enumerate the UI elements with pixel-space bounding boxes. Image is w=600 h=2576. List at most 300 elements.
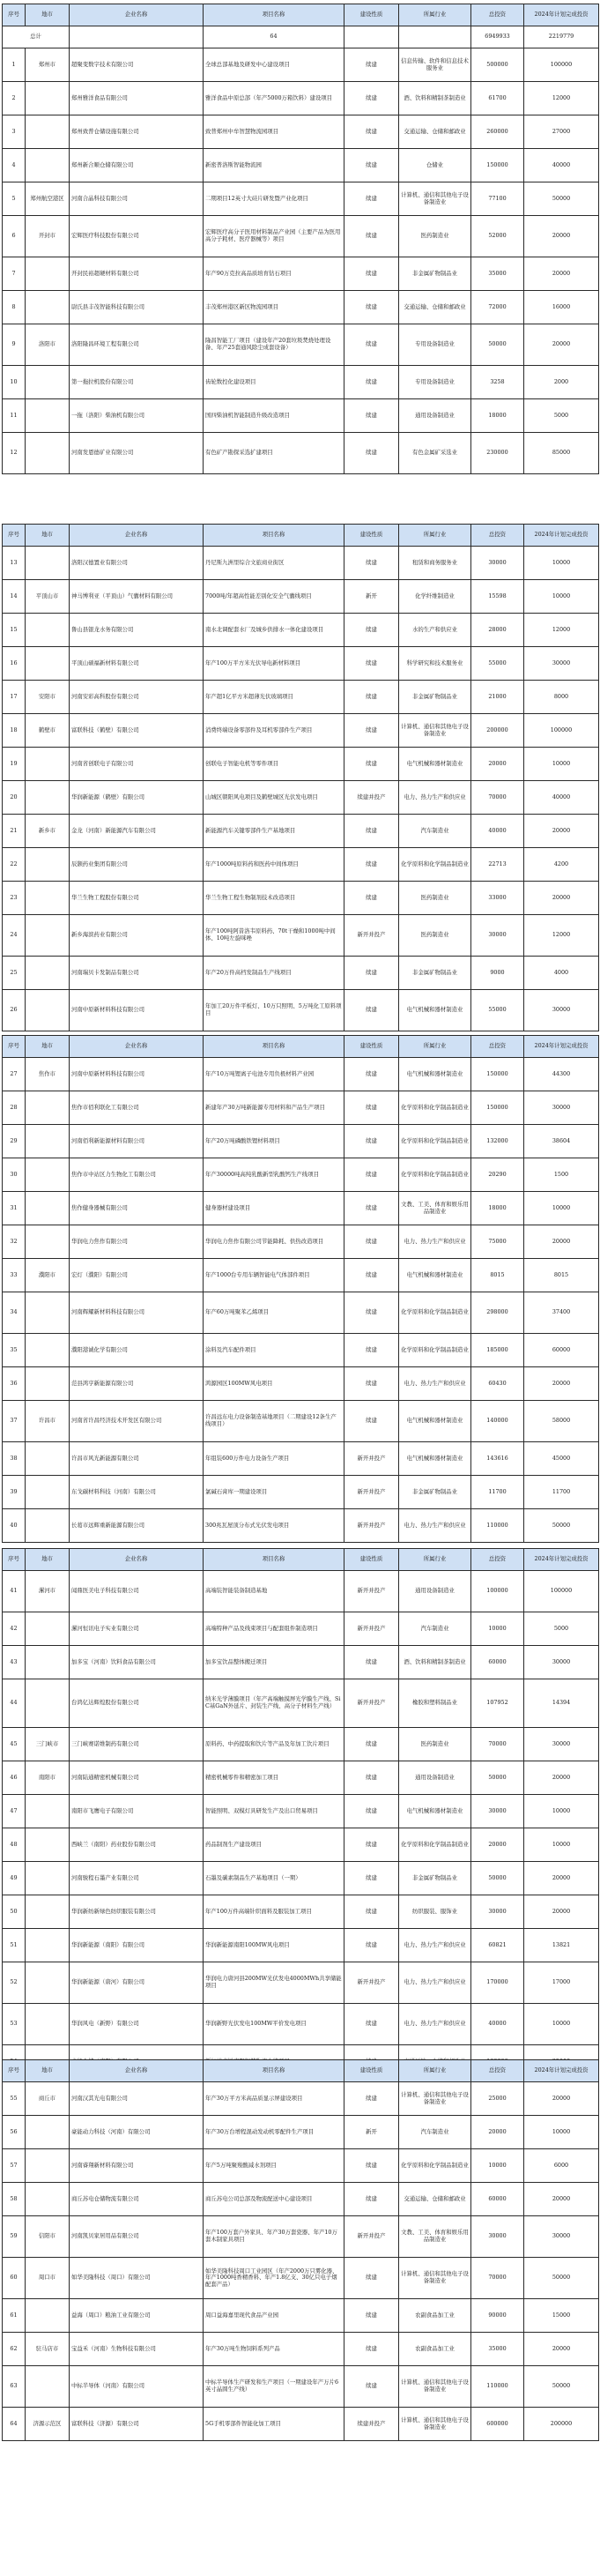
- cell-project: 年产90万克拉高品质培育钻石项目: [204, 257, 344, 291]
- cell-total: 8015: [471, 1259, 524, 1292]
- cell-plan: 58000: [524, 1401, 599, 1442]
- column-header-company: 企业名称: [70, 1036, 204, 1058]
- project-table: [2, 1548, 599, 2079]
- cell-project: 宏辉医疗高分子医用材料制品产业园（主要产品为医用高分子耗材、医疗器械等）项目: [204, 216, 344, 257]
- cell-seq: 6: [3, 216, 26, 257]
- cell-company: 濮阳港诚化学有限公司: [70, 1334, 204, 1367]
- cell-company: 华润风电（新野）有限公司: [70, 2004, 204, 2045]
- cell-total: 18000: [471, 399, 524, 433]
- cell-plan: 50000: [524, 1509, 599, 1543]
- cell-plan: 20000: [524, 1225, 599, 1259]
- table-row: [3, 2366, 599, 2408]
- cell-nature: 新开并投产: [344, 1679, 399, 1728]
- table-row: [3, 990, 599, 1031]
- table-row: [3, 149, 599, 182]
- cell-company: 焦作市中站区力生物化工有限公司: [70, 1158, 204, 1192]
- table-segment: [2, 524, 598, 1031]
- cell-city: [26, 1292, 70, 1334]
- cell-seq: 44: [3, 1679, 26, 1728]
- table-row: [3, 915, 599, 957]
- cell-plan: 40000: [524, 149, 599, 182]
- column-header-industry: 所属行业: [399, 4, 471, 26]
- cell-seq: 47: [3, 1795, 26, 1828]
- table-row: [3, 647, 599, 681]
- cell-project: 隆昌智能工厂项目（建设年产20套垃圾焚烧处理设备、年产25套通风除尘成套设备）: [204, 324, 344, 366]
- cell-project: 年产100万件高端针织面料及服装加工项目: [204, 1895, 344, 1929]
- cell-project: 年产60万吨聚苯乙烯项目: [204, 1292, 344, 1334]
- cell-plan: 100000: [524, 714, 599, 748]
- cell-project: 雅洋食品中原总部（年产5000万箱饮料）建设项目: [204, 82, 344, 115]
- cell-total: 170000: [471, 1962, 524, 2004]
- cell-seq: 1: [3, 48, 26, 82]
- cell-total: 20000: [471, 1828, 524, 1862]
- cell-plan: 20000: [524, 1761, 599, 1795]
- table-row: [3, 366, 599, 399]
- cell-total: 20000: [471, 2116, 524, 2149]
- cell-industry: 农副食品加工业: [399, 2299, 471, 2333]
- cell-company: 许昌市风光新能源有限公司: [70, 1442, 204, 1476]
- cell-seq: 27: [3, 1058, 26, 1091]
- cell-plan: 50000: [524, 182, 599, 216]
- cell-project: 年产20万吨磷酸铁锂材料项目: [204, 1125, 344, 1158]
- cell-city: [26, 257, 70, 291]
- cell-seq: 48: [3, 1828, 26, 1862]
- cell-nature: 续建: [344, 1929, 399, 1962]
- cell-total: 150000: [471, 1058, 524, 1091]
- column-header-city: 地市: [26, 1549, 70, 1571]
- cell-plan: 20000: [524, 1862, 599, 1895]
- cell-total: 50000: [471, 324, 524, 366]
- table-row: [3, 1761, 599, 1795]
- cell-seq: 8: [3, 291, 26, 324]
- cell-company: 河南凯贝家居用品有限公司: [70, 2216, 204, 2258]
- cell-nature: 续建: [344, 1125, 399, 1158]
- cell-nature: 续建: [344, 1225, 399, 1259]
- table-segment: [2, 4, 598, 474]
- cell-industry: 计算机、通信和其他电子设备制造业: [399, 2082, 471, 2116]
- cell-industry: 电力、热力生产和供应业: [399, 1225, 471, 1259]
- cell-company: 华润新能源（鹤壁）有限公司: [70, 781, 204, 815]
- cell-plan: 20000: [524, 2183, 599, 2216]
- cell-seq: 61: [3, 2299, 26, 2333]
- cell-company: 焦作市佰利联化工有限公司: [70, 1091, 204, 1125]
- table-row: [3, 714, 599, 748]
- cell-city: 新乡市: [26, 815, 70, 848]
- cell-nature: 续建: [344, 1192, 399, 1225]
- cell-project: 南水北调配套水厂及城乡供排水一体化建设项目: [204, 614, 344, 647]
- cell-nature: 新开并投产: [344, 1962, 399, 2004]
- cell-nature: 续建: [344, 1795, 399, 1828]
- column-header-total: 总投资: [471, 1549, 524, 1571]
- cell-industry: 电力、热力生产和供应业: [399, 1367, 471, 1401]
- cell-project: 年组装600万件电力设备生产项目: [204, 1442, 344, 1476]
- table-row: [3, 1292, 599, 1334]
- cell-total: 150000: [471, 1091, 524, 1125]
- cell-industry: 非金属矿物制品业: [399, 1476, 471, 1509]
- project-table: [2, 524, 599, 1031]
- column-header-company: 企业名称: [70, 2060, 204, 2082]
- cell-total: 35000: [471, 257, 524, 291]
- cell-seq: 37: [3, 1401, 26, 1442]
- cell-total: 200000: [471, 714, 524, 748]
- cell-project: 氯碱石膏库一期建设项目: [204, 1476, 344, 1509]
- cell-company: 河南中原新材料科技有限公司: [70, 990, 204, 1031]
- cell-city: [26, 647, 70, 681]
- cell-industry: 交通运输、仓储和邮政业: [399, 115, 471, 149]
- cell-industry: 非金属矿物制品业: [399, 681, 471, 714]
- cell-seq: 38: [3, 1442, 26, 1476]
- cell-nature: 续建: [344, 216, 399, 257]
- table-row: [3, 1442, 599, 1476]
- cell-project: 涂料及汽车配件项目: [204, 1334, 344, 1367]
- cell-industry: 农副食品加工业: [399, 2333, 471, 2366]
- cell-industry: 计算机、通信和其他电子设备制造业: [399, 182, 471, 216]
- cell-nature: 续建: [344, 1401, 399, 1442]
- cell-company: 华润新能源（南阳）有限公司: [70, 1929, 204, 1962]
- cell-seq: 17: [3, 681, 26, 714]
- cell-plan: 10000: [524, 1192, 599, 1225]
- cell-city: 平顶山市: [26, 580, 70, 614]
- cell-total: 11700: [471, 1476, 524, 1509]
- cell-project: 创联电子智能电机等零件项目: [204, 748, 344, 781]
- cell-nature: 续建: [344, 848, 399, 882]
- cell-total: 60821: [471, 1929, 524, 1962]
- cell-project: 齿轮数控化建设项目: [204, 366, 344, 399]
- cell-total: 30000: [471, 915, 524, 957]
- total-plan: 2219779: [524, 26, 599, 48]
- cell-industry: 化学原料和化学制品制造业: [399, 1292, 471, 1334]
- cell-city: [26, 748, 70, 781]
- table-row: [3, 1612, 599, 1646]
- cell-industry: 汽车制造业: [399, 815, 471, 848]
- cell-seq: 16: [3, 647, 26, 681]
- cell-seq: 2: [3, 82, 26, 115]
- cell-industry: 通用设备制造业: [399, 1761, 471, 1795]
- table-row: [3, 1334, 599, 1367]
- cell-company: 益海（周口）粮油工业有限公司: [70, 2299, 204, 2333]
- cell-city: [26, 2366, 70, 2408]
- table-header-row: [3, 525, 599, 547]
- cell-project: 国四柴油机智能制造升级改造项目: [204, 399, 344, 433]
- cell-nature: 续建: [344, 1862, 399, 1895]
- cell-project: 年产100万套户外家具、年产30万套瓷器、年产10万套木制家具项目: [204, 2216, 344, 2258]
- cell-plan: 60000: [524, 1334, 599, 1367]
- cell-seq: 40: [3, 1509, 26, 1543]
- cell-project: 高端特种产品及线束项目与配套组件制造项目: [204, 1612, 344, 1646]
- cell-city: [26, 1476, 70, 1509]
- cell-city: [26, 1442, 70, 1476]
- table-row: [3, 1895, 599, 1929]
- column-header-seq: 序号: [3, 525, 26, 547]
- cell-city: [26, 115, 70, 149]
- table-row: [3, 1728, 599, 1761]
- cell-project: 新密普洛斯智能物流园: [204, 149, 344, 182]
- table-row: [3, 2116, 599, 2149]
- cell-project: 华润电力唐河县200MW光伏发电4000MWh共享储能项目: [204, 1962, 344, 2004]
- cell-total: 260000: [471, 115, 524, 149]
- cell-plan: 1500: [524, 1158, 599, 1192]
- cell-nature: 新开并投产: [344, 1442, 399, 1476]
- cell-industry: 非金属矿物制品业: [399, 1862, 471, 1895]
- cell-project: 石墨及碳素制品生产基地项目（一期）: [204, 1862, 344, 1895]
- cell-seq: 25: [3, 957, 26, 990]
- cell-city: [26, 2116, 70, 2149]
- cell-total: 50000: [471, 1862, 524, 1895]
- cell-plan: 8000: [524, 681, 599, 714]
- cell-city: 开封市: [26, 216, 70, 257]
- cell-industry: 电气机械和器材制造业: [399, 1058, 471, 1091]
- table-row: [3, 1259, 599, 1292]
- cell-city: 许昌市: [26, 1401, 70, 1442]
- cell-seq: 34: [3, 1292, 26, 1334]
- cell-plan: 50000: [524, 2366, 599, 2408]
- cell-industry: 化学原料和化学制品制造业: [399, 1125, 471, 1158]
- cell-seq: 53: [3, 2004, 26, 2045]
- cell-plan: 44300: [524, 1058, 599, 1091]
- cell-project: 致普郑州中牟智慧物流园项目: [204, 115, 344, 149]
- cell-company: 河南省创联电子有限公司: [70, 748, 204, 781]
- cell-total: 185000: [471, 1334, 524, 1367]
- cell-seq: 26: [3, 990, 26, 1031]
- cell-company: 河南合晶科技有限公司: [70, 182, 204, 216]
- cell-project: 健身器材建设项目: [204, 1192, 344, 1225]
- cell-total: 10000: [471, 2149, 524, 2183]
- cell-project: 年产1000吨原料药和医药中间体项目: [204, 848, 344, 882]
- cell-industry: 化学纤维制造业: [399, 580, 471, 614]
- cell-plan: 40000: [524, 781, 599, 815]
- table-row: [3, 2149, 599, 2183]
- cell-project: 年产100万平方米光伏导电新材料项目: [204, 647, 344, 681]
- column-header-nature: 建设性质: [344, 1549, 399, 1571]
- cell-total: 55000: [471, 647, 524, 681]
- cell-plan: 4200: [524, 848, 599, 882]
- cell-company: 平顶山硕福新材料有限公司: [70, 647, 204, 681]
- cell-company: 鲁山县银龙水务有限公司: [70, 614, 204, 647]
- table-row: [3, 748, 599, 781]
- cell-nature: 续建: [344, 366, 399, 399]
- cell-city: [26, 2149, 70, 2183]
- cell-plan: 10000: [524, 580, 599, 614]
- cell-industry: 化学原料和化学制品制造业: [399, 1158, 471, 1192]
- cell-industry: 医药制造业: [399, 882, 471, 915]
- cell-project: 有色矿产勘探采选扩建项目: [204, 433, 344, 474]
- column-header-plan: 2024年计划完成投资: [524, 1036, 599, 1058]
- cell-plan: 5000: [524, 1612, 599, 1646]
- cell-city: [26, 149, 70, 182]
- cell-total: 70000: [471, 1728, 524, 1761]
- cell-plan: 20000: [524, 216, 599, 257]
- table-row: [3, 399, 599, 433]
- cell-industry: 文教、工美、体育和娱乐用品制造业: [399, 1192, 471, 1225]
- table-row: [3, 1862, 599, 1895]
- cell-plan: 20000: [524, 1367, 599, 1401]
- cell-nature: 新开: [344, 2116, 399, 2149]
- table-row: [3, 291, 599, 324]
- cell-company: 新乡海滨药业有限公司: [70, 915, 204, 957]
- column-header-seq: 序号: [3, 4, 26, 26]
- cell-seq: 18: [3, 714, 26, 748]
- cell-total: 61700: [471, 82, 524, 115]
- cell-industry: 专用设备制造业: [399, 366, 471, 399]
- cell-city: 郑州市: [26, 48, 70, 82]
- table-header-row: [3, 1549, 599, 1571]
- cell-industry: 交通运输、仓储和邮政业: [399, 2183, 471, 2216]
- cell-seq: 33: [3, 1259, 26, 1292]
- cell-plan: 11700: [524, 1476, 599, 1509]
- cell-company: 一拖（洛阳）柴油机有限公司: [70, 399, 204, 433]
- cell-project: 丰茂郑州港区新区物流园项目: [204, 291, 344, 324]
- cell-nature: 续建并投产: [344, 781, 399, 815]
- cell-city: 三门峡市: [26, 1728, 70, 1761]
- cell-seq: 21: [3, 815, 26, 848]
- cell-company: 河南汉其光电有限公司: [70, 2082, 204, 2116]
- cell-nature: 续建: [344, 149, 399, 182]
- cell-city: [26, 882, 70, 915]
- table-row: [3, 1192, 599, 1225]
- cell-company: 华润新纺新绿色纺织服装有限公司: [70, 1895, 204, 1929]
- cell-city: [26, 366, 70, 399]
- table-header-row: [3, 1036, 599, 1058]
- cell-seq: 46: [3, 1761, 26, 1795]
- cell-plan: 20000: [524, 815, 599, 848]
- cell-industry: 水的生产和供应业: [399, 614, 471, 647]
- cell-plan: 20000: [524, 882, 599, 915]
- cell-seq: 31: [3, 1192, 26, 1225]
- cell-company: 焦作健身器械有限公司: [70, 1192, 204, 1225]
- cell-seq: 11: [3, 399, 26, 433]
- cell-plan: 20000: [524, 2082, 599, 2116]
- cell-city: [26, 915, 70, 957]
- column-header-city: 地市: [26, 1036, 70, 1058]
- cell-company: 范县鸿亨新能源有限公司: [70, 1367, 204, 1401]
- cell-seq: 32: [3, 1225, 26, 1259]
- cell-plan: 13821: [524, 1929, 599, 1962]
- cell-nature: 续建: [344, 48, 399, 82]
- cell-seq: 57: [3, 2149, 26, 2183]
- cell-company: 中标半导体（河南）有限公司: [70, 2366, 204, 2408]
- cell-company: 河南辉耀新材料科技有限公司: [70, 1292, 204, 1334]
- cell-industry: 计算机、通信和其他电子设备制造业: [399, 2258, 471, 2299]
- table-row: [3, 1795, 599, 1828]
- cell-plan: 10000: [524, 2116, 599, 2149]
- column-header-industry: 所属行业: [399, 525, 471, 547]
- column-header-project: 项目名称: [204, 4, 344, 26]
- cell-industry: 计算机、通信和其他电子设备制造业: [399, 2366, 471, 2408]
- cell-nature: 续建: [344, 1728, 399, 1761]
- cell-city: [26, 1828, 70, 1862]
- cell-plan: 5000: [524, 399, 599, 433]
- cell-project: 纳米光学薄膜项目（年产高端触摸屏光学膜生产线、SiC基GaN外延片、封装生产线、高分子材料生产线）: [204, 1679, 344, 1728]
- cell-total: 21000: [471, 681, 524, 714]
- cell-project: 加多宝饮品整体搬迁项目: [204, 1646, 344, 1679]
- table-row: [3, 2299, 599, 2333]
- cell-industry: 医药制造业: [399, 1728, 471, 1761]
- cell-nature: 新开并投产: [344, 1509, 399, 1543]
- table-row: [3, 2258, 599, 2299]
- column-header-project: 项目名称: [204, 1549, 344, 1571]
- cell-industry: 医药制造业: [399, 915, 471, 957]
- cell-plan: 10000: [524, 2004, 599, 2045]
- cell-seq: 36: [3, 1367, 26, 1401]
- cell-company: 河南中原新材料科技有限公司: [70, 1058, 204, 1091]
- cell-nature: 新开并投产: [344, 2216, 399, 2258]
- column-header-industry: 所属行业: [399, 1036, 471, 1058]
- cell-city: 济源示范区: [26, 2408, 70, 2441]
- total-row: [3, 26, 599, 48]
- cell-company: 河南发恩德矿业有限公司: [70, 433, 204, 474]
- cell-city: [26, 990, 70, 1031]
- cell-city: 南阳市: [26, 1761, 70, 1795]
- column-header-seq: 序号: [3, 1036, 26, 1058]
- column-header-total: 总投资: [471, 2060, 524, 2082]
- cell-project: 许昌远东电力设备制造基地项目（二期建设12条生产线项目）: [204, 1401, 344, 1442]
- cell-city: [26, 1646, 70, 1679]
- cell-industry: 电气机械和器材制造业: [399, 990, 471, 1031]
- cell-seq: 62: [3, 2333, 26, 2366]
- cell-seq: 15: [3, 614, 26, 647]
- cell-nature: 续建: [344, 1292, 399, 1334]
- cell-plan: 8015: [524, 1259, 599, 1292]
- cell-total: 10000: [471, 1612, 524, 1646]
- table-row: [3, 2408, 599, 2441]
- cell-total: 70000: [471, 781, 524, 815]
- cell-project: 周口益海嘉里现代食品产业园: [204, 2299, 344, 2333]
- cell-total: 30000: [471, 1895, 524, 1929]
- cell-total: 298000: [471, 1292, 524, 1334]
- cell-industry: 信息传输、软件和信息技术服务业: [399, 48, 471, 82]
- cell-plan: 30000: [524, 647, 599, 681]
- cell-company: 闻鼎医美电子科技有限公司: [70, 1571, 204, 1612]
- table-row: [3, 257, 599, 291]
- cell-project: 华润电力焦作有限公司节能降耗、供热改造项目: [204, 1225, 344, 1259]
- cell-city: [26, 1795, 70, 1828]
- cell-seq: 4: [3, 149, 26, 182]
- cell-nature: 续建: [344, 2299, 399, 2333]
- cell-company: 加多宝（河南）饮料食品有限公司: [70, 1646, 204, 1679]
- cell-nature: 续建: [344, 115, 399, 149]
- cell-industry: 酒、饮料和精制茶制造业: [399, 1646, 471, 1679]
- cell-seq: 43: [3, 1646, 26, 1679]
- cell-company: 神马博利亚（平顶山）气囊材料有限公司: [70, 580, 204, 614]
- cell-total: 9000: [471, 957, 524, 990]
- table-row: [3, 1962, 599, 2004]
- cell-company: 河南骏程石墨产业有限公司: [70, 1862, 204, 1895]
- cell-city: [26, 1679, 70, 1728]
- cell-plan: 12000: [524, 82, 599, 115]
- total-blank: [344, 26, 399, 48]
- cell-plan: 10000: [524, 547, 599, 580]
- cell-project: 华润新野光伏发电100MW平价发电项目: [204, 2004, 344, 2045]
- column-header-company: 企业名称: [70, 1549, 204, 1571]
- cell-project: 年产5万吨聚羧酸减水剂项目: [204, 2149, 344, 2183]
- cell-total: 33000: [471, 882, 524, 915]
- cell-plan: 30000: [524, 1646, 599, 1679]
- cell-nature: 续建: [344, 990, 399, 1031]
- cell-industry: 化学原料和化学制品制造业: [399, 2149, 471, 2183]
- cell-city: [26, 2183, 70, 2216]
- cell-project: 精密机械零件和精密加工项目: [204, 1761, 344, 1795]
- cell-nature: 续建: [344, 82, 399, 115]
- cell-project: 如华美隆科技周口工业园区（年产2000万只雾化器、年产1000吨香精香料、年产1.8亿支、30亿只电子烟配套产品）: [204, 2258, 344, 2299]
- cell-total: 30000: [471, 547, 524, 580]
- cell-city: [26, 399, 70, 433]
- cell-total: 52000: [471, 216, 524, 257]
- cell-industry: 化学原料和化学制品制造业: [399, 1828, 471, 1862]
- column-header-industry: 所属行业: [399, 1549, 471, 1571]
- cell-city: [26, 1929, 70, 1962]
- cell-city: 驻马店市: [26, 2333, 70, 2366]
- cell-industry: 化学原料和化学制品制造业: [399, 1334, 471, 1367]
